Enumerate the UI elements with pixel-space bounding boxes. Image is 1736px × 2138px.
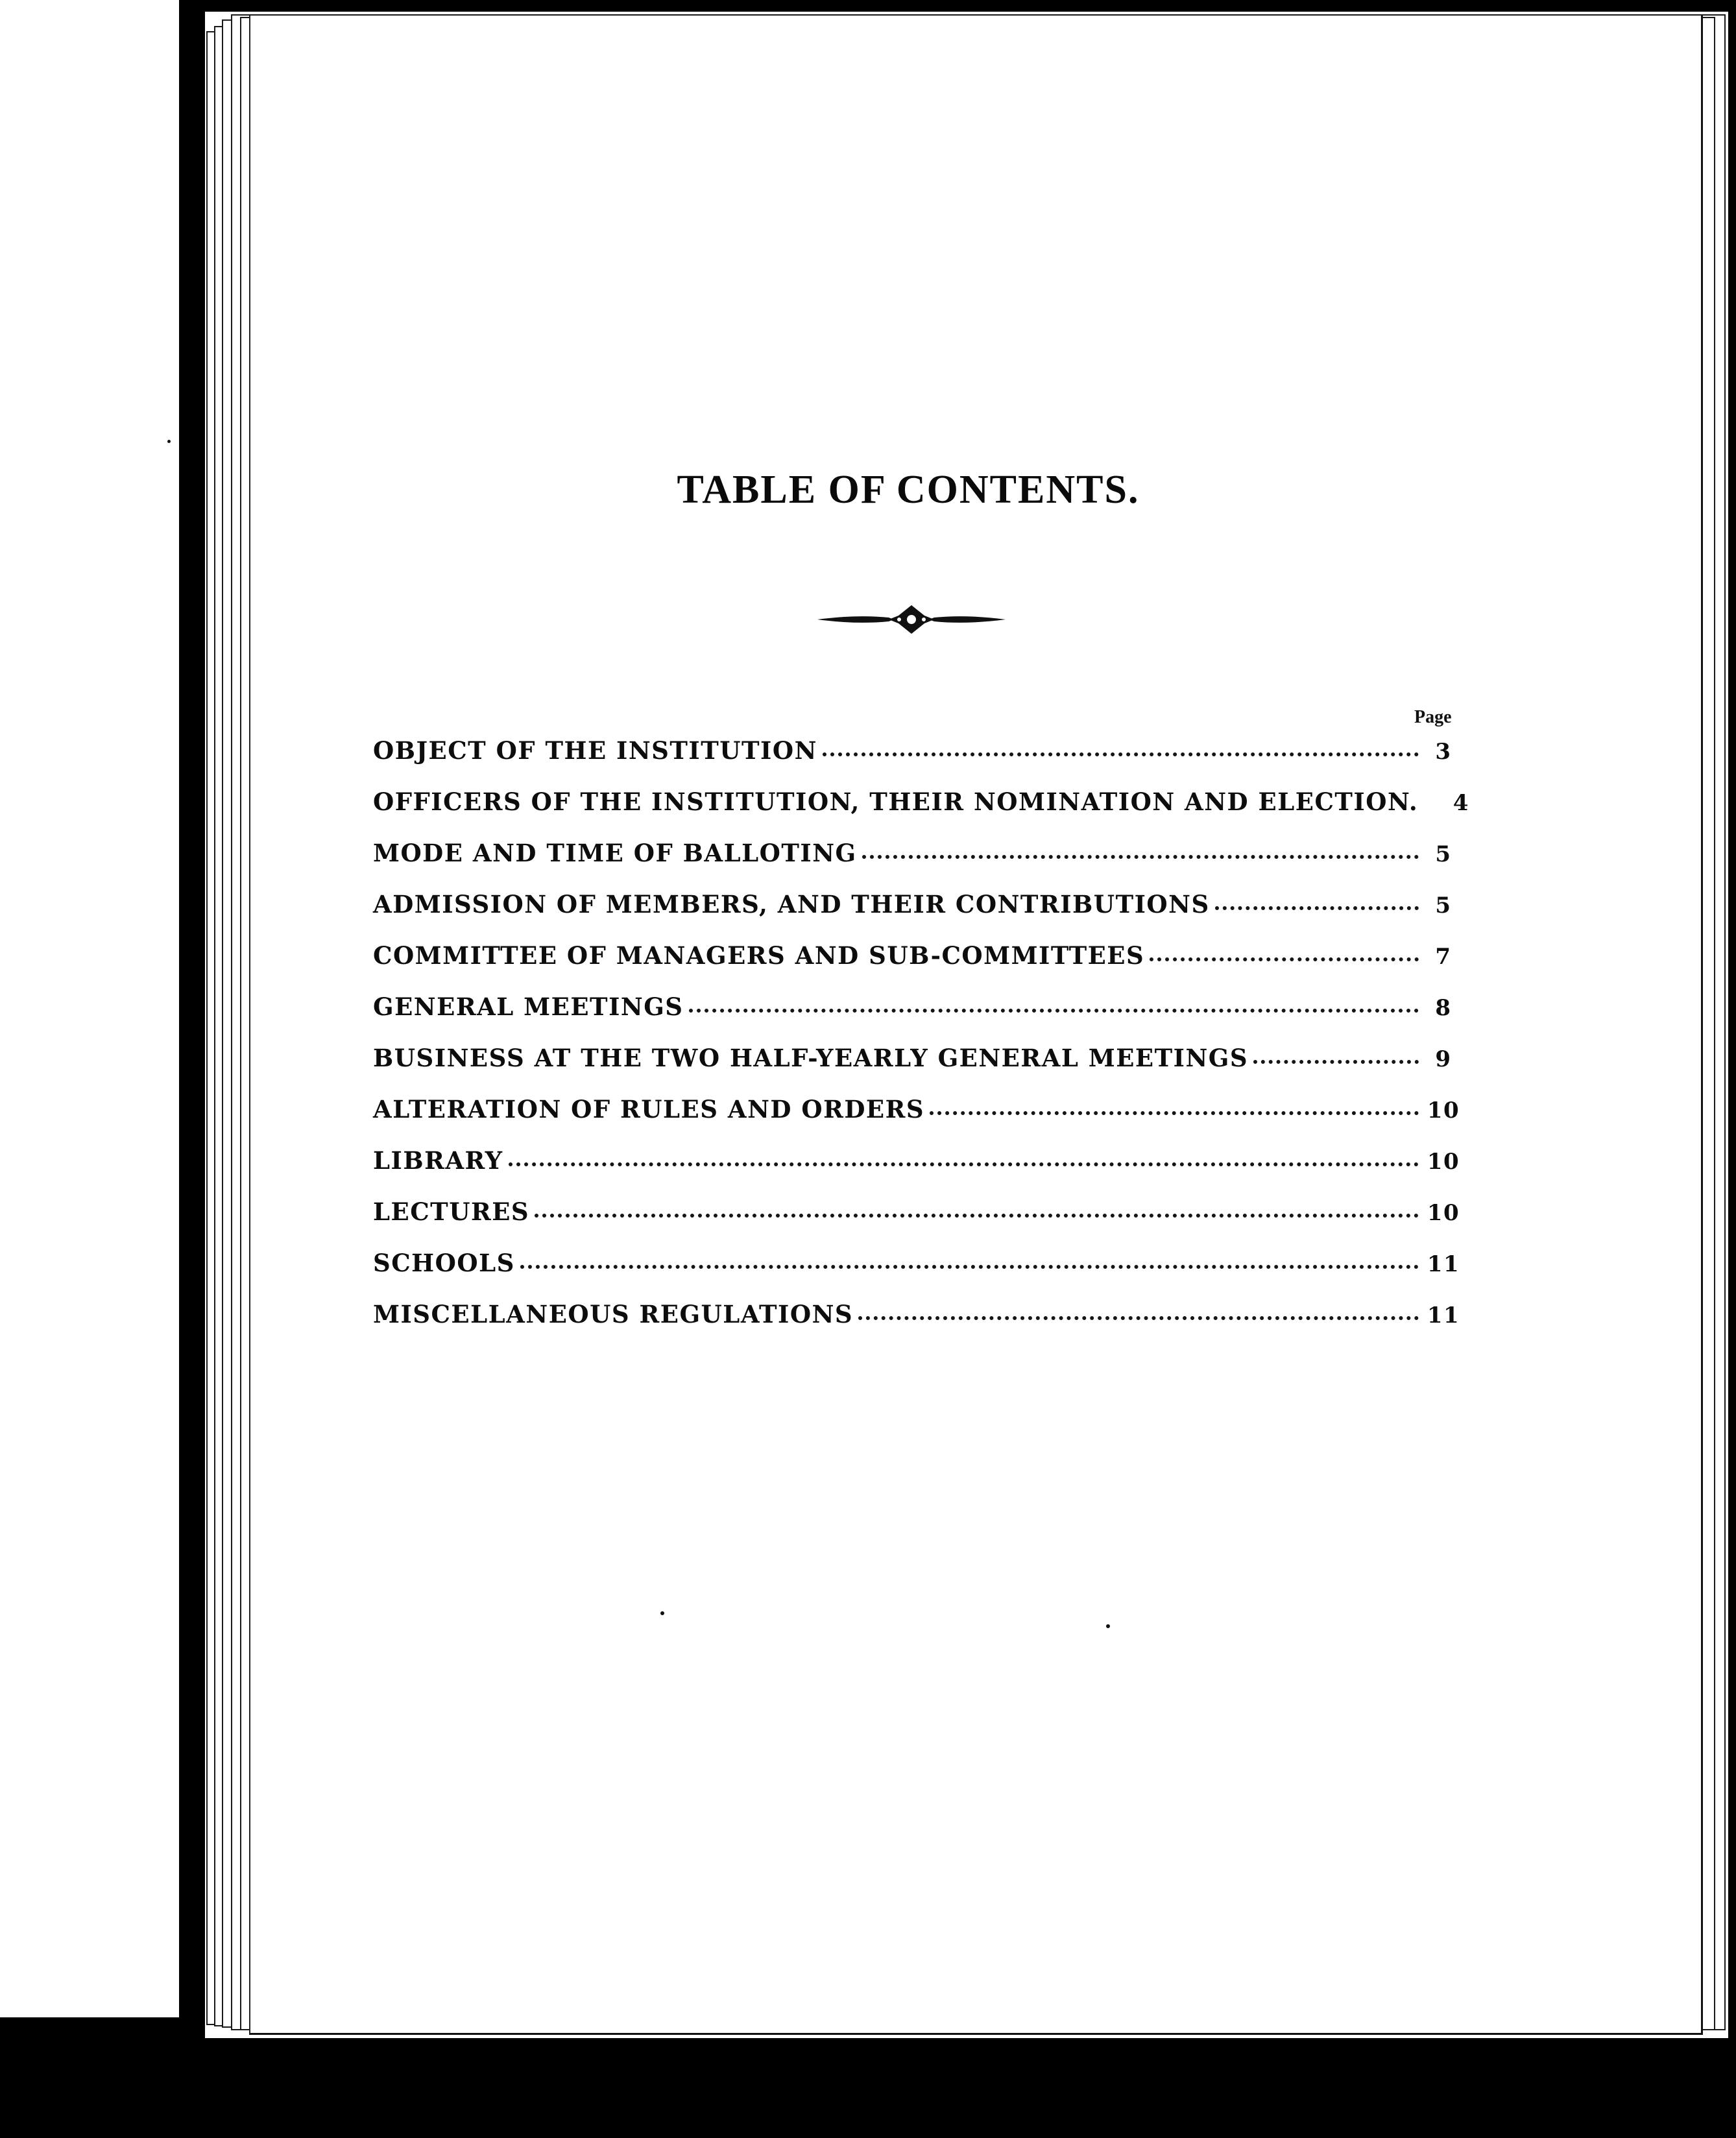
toc-entry[interactable] (373, 1300, 1463, 1351)
toc-entry[interactable] (373, 787, 1469, 839)
toc-entry-page: 10 (1427, 1200, 1460, 1226)
toc-entry-label: LECTURES (373, 1197, 530, 1226)
toc-entry-page: 9 (1435, 1046, 1452, 1072)
toc-entry-page: 10 (1427, 1149, 1460, 1175)
toc-entry-label: MODE AND TIME OF BALLOTING (373, 839, 857, 867)
toc-entry-label: OBJECT OF THE INSTITUTION (373, 736, 817, 765)
dot-leader (858, 1316, 1419, 1320)
dot-leader (520, 1265, 1419, 1269)
toc-entry-label: ADMISSION OF MEMBERS, AND THEIR CONTRIBUTIONS (373, 890, 1210, 919)
toc-entry[interactable] (373, 736, 1463, 787)
scan-border-bottom-left (0, 2017, 205, 2138)
dot-leader (930, 1111, 1419, 1115)
dot-leader (509, 1162, 1419, 1166)
toc-entry-label: OFFICERS OF THE INSTITUTION, THEIR NOMINATION AND ELECTION. (373, 787, 1419, 816)
ornament-divider-icon (817, 600, 1006, 639)
toc-entry-page: 10 (1427, 1098, 1460, 1123)
toc-entry-label: BUSINESS AT THE TWO HALF-YEARLY GENERAL MEETINGS (373, 1044, 1249, 1072)
toc-entry-label: MISCELLANEOUS REGULATIONS (373, 1300, 854, 1328)
facing-page-edge (0, 19, 180, 2017)
toc-entry-page: 11 (1427, 1251, 1460, 1277)
scan-speck (167, 440, 171, 443)
dot-leader (1150, 957, 1419, 961)
toc-entry-page: 11 (1427, 1303, 1460, 1328)
dot-leader (1423, 804, 1436, 808)
scan-border-left (179, 0, 205, 2138)
toc-entry[interactable] (373, 992, 1463, 1044)
toc-entry-label: ALTERATION OF RULES AND ORDERS (373, 1095, 925, 1123)
toc-entry[interactable] (373, 941, 1463, 992)
toc-entry-label: COMMITTEE OF MANAGERS AND SUB-COMMITTEES (373, 941, 1145, 970)
toc-entry[interactable] (373, 839, 1463, 890)
toc-entry-page: 4 (1453, 790, 1469, 816)
toc-entry-page: 3 (1435, 739, 1452, 765)
dot-leader (689, 1009, 1419, 1013)
toc-entry-page: 5 (1435, 893, 1452, 919)
toc-entry-page: 7 (1435, 944, 1452, 970)
scan-speck (660, 1611, 664, 1615)
toc-entry[interactable] (373, 1249, 1463, 1300)
toc-entry[interactable] (373, 1044, 1463, 1095)
toc-entry[interactable] (373, 1197, 1463, 1249)
toc-list (373, 736, 1469, 1351)
toc-entry-page: 5 (1435, 841, 1452, 867)
dot-leader (862, 855, 1419, 859)
toc-entry[interactable] (373, 1146, 1463, 1197)
toc-entry-label: GENERAL MEETINGS (373, 992, 684, 1021)
toc-entry[interactable] (373, 890, 1463, 941)
dot-leader (823, 752, 1419, 756)
toc-entry-page: 8 (1435, 995, 1452, 1021)
toc-entry-label: SCHOOLS (373, 1249, 515, 1277)
page-column-header: Page (1414, 707, 1452, 727)
toc-entry-label: LIBRARY (373, 1146, 503, 1175)
toc-entry[interactable] (373, 1095, 1463, 1146)
page-title: TABLE OF CONTENTS. (677, 468, 1140, 512)
scan-border-right (1728, 0, 1736, 2138)
scan-border-bottom (205, 2038, 1736, 2138)
dot-leader (1215, 906, 1419, 910)
scan-border-top (205, 0, 1736, 12)
dot-leader (535, 1214, 1419, 1218)
scan-speck (1106, 1624, 1110, 1628)
dot-leader (1253, 1060, 1419, 1064)
